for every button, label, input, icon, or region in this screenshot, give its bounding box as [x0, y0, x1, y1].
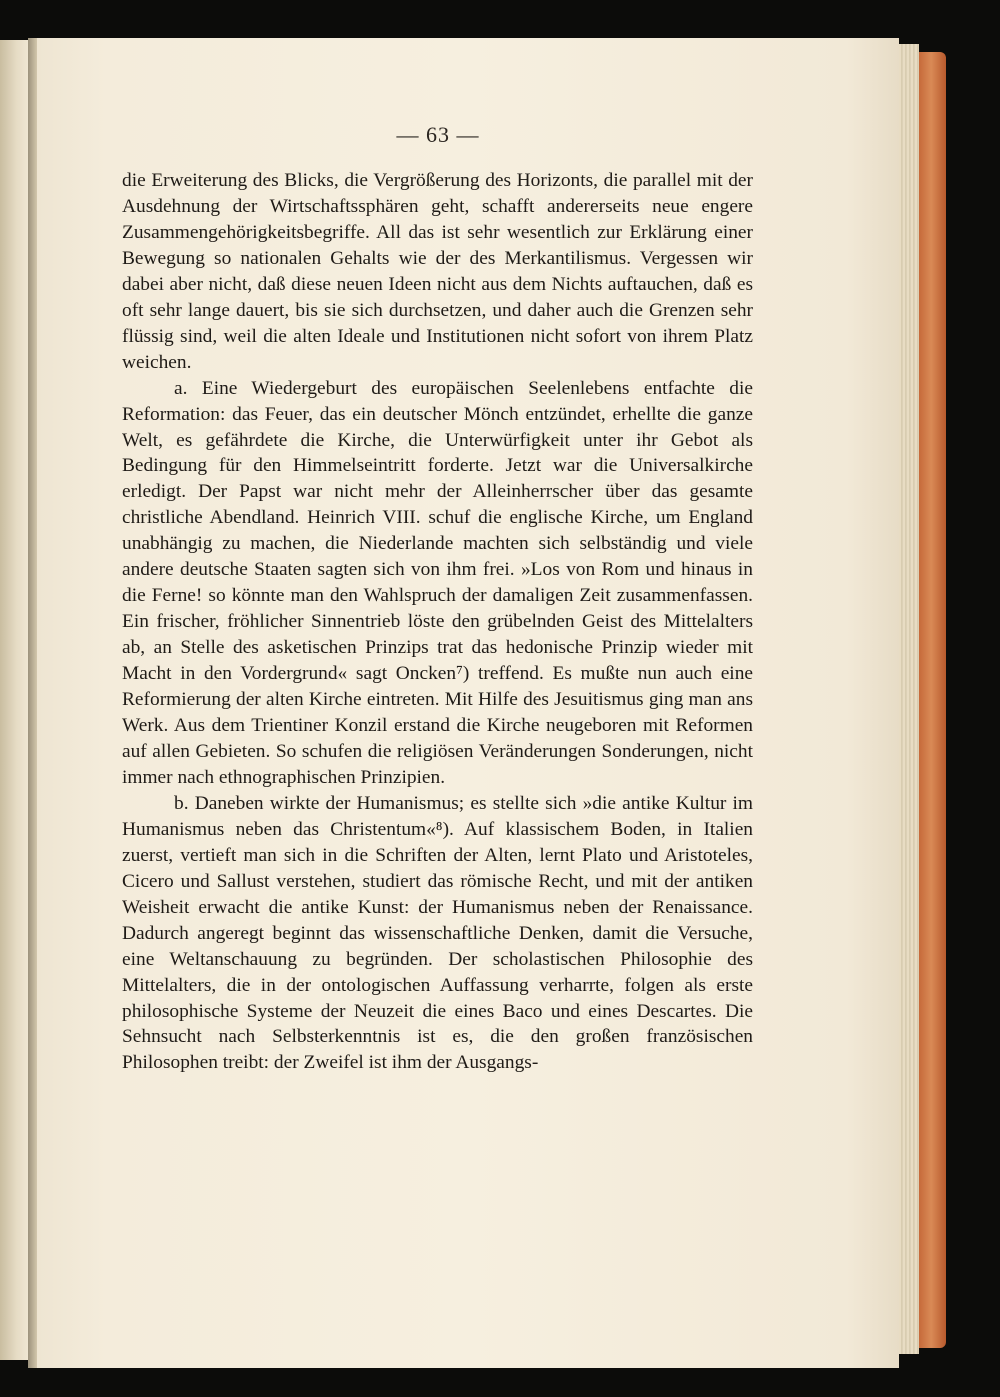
paragraph-2: a. Eine Wiedergeburt des europäischen Seelenlebens entfachte die Reformation: das Feuer, das ein deutscher Mönch entzündet, erhellte die ganze Welt, es gefährdete die Kirche, die Unterwürfigkeit unter ihr Gebot als Bedingung für den Himmelseintritt forderte. Jetzt war die Universalkirche erledigt. Der Papst war nicht mehr der Alleinherrscher über das gesamte christliche Abendland. Heinrich VIII. schuf die englische Kirche, um England unabhängig zu machen, die Niederlande machten sich selbständig und viele andere deutsche Staaten sagten sich von ihm frei. »Los von Rom und hinaus in die Ferne! so könnte man den Wahlspruch der damaligen Zeit zusammenfassen. Ein frischer, fröhlicher Sinnentrieb löste den grübelnden Geist des Mittelalters ab, an Stelle des asketischen Prinzips trat das hedonische Prinzip wieder mit Macht in den Vordergrund« sagt Oncken⁷) treffend. Es mußte nun auch eine Reformierung der alten Kirche eintreten. Mit Hilfe des Jesuitismus ging man ans Werk. Aus dem Trientiner Konzil erstand die Kirche neugeboren mit Reformen auf allen Gebieten. So schufen die religiösen Veränderungen Sonderungen, nicht immer nach ethnographischen Prinzipien.	[122, 377, 753, 788]
page-number	[0, 122, 1000, 148]
paragraph-1: die Erweiterung des Blicks, die Vergrößerung des Horizonts, die parallel mit der Ausdehnung der Wirtschaftssphären geht, schafft andererseits neue engere Zusammengehörigkeitsbegriffe. All das ist sehr wesentlich zur Erklärung einer Bewegung so nationalen Gehalts wie der des Merkantilismus. Vergessen wir dabei aber nicht, daß diese neuen Ideen nicht aus dem Nichts auftauchen, daß es oft sehr lange dauert, bis sie sich durchsetzen, und daher auch die Grenzen sehr flüssig sind, weil die alten Ideale und Institutionen nicht sofort von ihrem Platz weichen.	[122, 170, 753, 373]
book-cover-edge	[919, 52, 946, 1348]
page-body	[122, 168, 753, 1076]
page-edges	[899, 44, 919, 1354]
paragraph-3: b. Daneben wirkte der Humanismus; es stellte sich »die antike Kultur im Humanismus neben das Christentum«⁸). Auf klassischem Boden, in Italien zuerst, vertieft man sich in die Schriften der Alten, lernt Plato und Aristoteles, Cicero und Sallust verstehen, studiert das römische Recht, und mit der antiken Weisheit erwacht die antike Kunst: der Humanismus neben der Renaissance. Dadurch angeregt beginnt das wissenschaftliche Denken, damit die Versuche, eine Weltanschauung zu begründen. Der scholastischen Philosophie des Mittelalters, die in der ontologischen Auffassung verharrte, folgen als erste philosophische Systeme der Neuzeit die eines Baco und eines Descartes. Die Sehnsucht nach Selbsterkenntnis ist es, die den großen französischen Philosophen treibt: der Zweifel ist ihm der Ausgangs-	[122, 792, 753, 1074]
previous-page-edge	[0, 40, 28, 1360]
page-number-text: — 63 —	[396, 122, 480, 147]
